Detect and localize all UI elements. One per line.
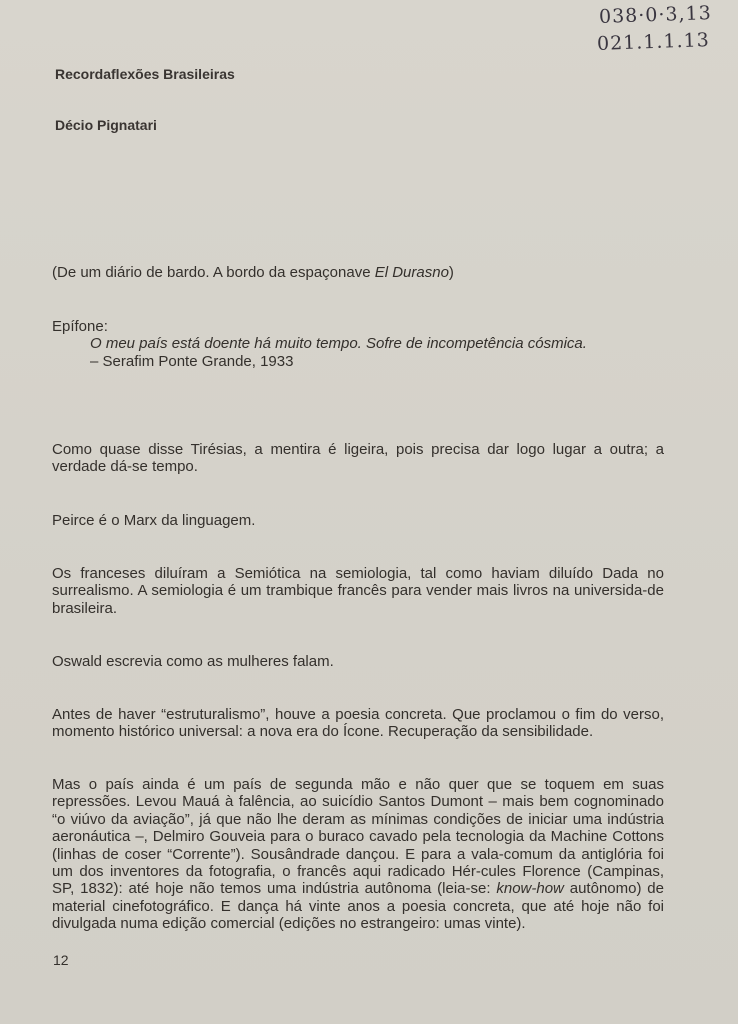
epigraph-quote: O meu país está doente há muito tempo. Sofre de incompetência cósmica. [90,335,587,353]
diary-intro [52,264,664,281]
paragraph-4: Oswald escrevia como as mulheres falam. [52,653,334,670]
paragraph-3: Os franceses diluíram a Semiótica na semiologia, tal como haviam diluído Dada no surrealismo. A semiologia é um trambique francês para vender mais livros na universida-de brasileira. [52,565,664,617]
diary-intro-prefix: (De um diário de bardo. A bordo da espaçonave [52,264,375,281]
paragraph-2: Peirce é o Marx da linguagem. [52,512,256,529]
paragraph-5: Antes de haver “estruturalismo”, houve a poesia concreta. Que proclamou o fim do verso, momento histórico universal: a nova era do Ícone. Recuperação da sensibilidade. [52,706,664,741]
diary-intro-suffix: ) [448,264,454,281]
archive-code: 038·0·3,13 [598,2,713,28]
paragraph-6-text-after: autônomo) de material cinefotográfico. E dança há vinte anos a poesia concreta, que até hoje não foi divulgada numa edição comercial (edições no estrangeiro: umas vinte). [52,880,664,933]
essay-title: Recordaflexões Brasileiras [55,66,235,82]
author-name: Décio Pignatari [55,117,157,133]
paragraph-1: Como quase disse Tirésias, a mentira é ligeira, pois precisa dar logo lugar a outra; a verdade dá-se tempo. [52,441,664,476]
archive-code: 021.1.1.13 [596,29,711,55]
paragraph-6-text-before: Mas o país ainda é um país de segunda mão e não quer que se toquem em suas repressões. Levou Mauá à falência, ao suicídio Santos Dumont – mais bem cognominado “o viúvo da aviação”, já que não lhe deram as mínimas condições de iniciar uma indústria aeronáutica –, Delmiro Gouveia para o buraco cavado pela tecnologia da Machine Cottons (linhas de coser “Corrente”). Sousândrade dançou. E para a vala-comum da antiglória foi um dos inventores da fotografia, o francês aqui radicado Hér-cules Florence (Campinas, SP, 1832): até hoje não temos uma indústria autônoma (leia-se: [52,776,664,898]
paragraph-6 [52,776,664,933]
epigraph-attribution: – Serafim Ponte Grande, 1933 [90,352,294,370]
paragraph-6-emphasis: know-how [496,880,564,898]
page-number: 12 [53,952,69,968]
ship-name: El Durasno [374,264,449,281]
epigraph-label: Epífone: [52,318,108,335]
epigraph [52,318,664,370]
